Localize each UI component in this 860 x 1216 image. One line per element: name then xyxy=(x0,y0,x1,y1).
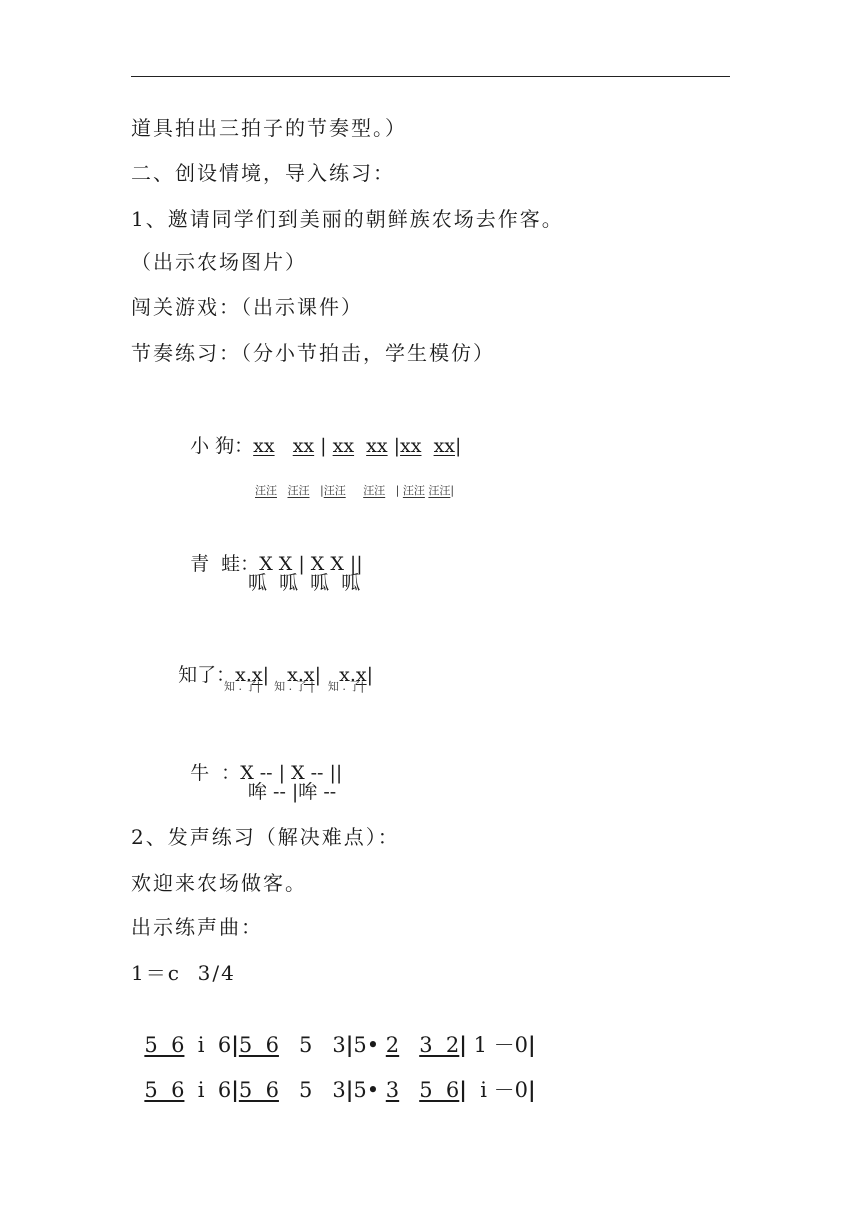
rhythm-cicada: 知了：x.x| x.x| x.x| xyxy=(178,664,373,686)
paragraph-welcome: 欢迎来农场做客。 xyxy=(131,871,307,895)
score-line-2: 5 6 i 6|5 6 5 3|5• 3 5 6| i －0| xyxy=(144,1077,536,1102)
dog-lyric: 汪汪 xyxy=(323,484,346,497)
score-note: 5 3 xyxy=(278,1078,346,1102)
score-note: i 6 xyxy=(184,1078,232,1102)
cicada-lyric: 知 . 了| 知 . 了 | 知 . 了| xyxy=(224,680,365,693)
dog-label: 小 狗： xyxy=(190,435,254,457)
paragraph-1: 道具拍出三拍子的节奏型。） xyxy=(131,116,407,140)
frog-label: 青 蛙： xyxy=(190,553,260,575)
dog-note: xx xyxy=(400,435,422,457)
paragraph-game: 闯关游戏：（出示课件） xyxy=(131,295,363,319)
score-line-1: 5 6 i 6|5 6 5 3|5• 2 3 2| 1 －0| xyxy=(144,1032,536,1057)
score-note: 2 xyxy=(385,1033,400,1057)
score-note: 3 xyxy=(385,1078,400,1102)
score-note: 5 6 xyxy=(238,1033,279,1057)
dog-note: xx xyxy=(253,435,275,457)
header-rule xyxy=(131,76,730,77)
score-note: 1 －0 xyxy=(466,1033,528,1057)
rhythm-dog: 小 狗：xx xx | xx xx |xx xx| xyxy=(190,435,462,457)
section-heading-2: 二、创设情境，导入练习： xyxy=(131,161,395,185)
score-note: i －0 xyxy=(466,1078,529,1102)
dog-note: xx xyxy=(292,435,315,457)
frog-notes: X X | X X || xyxy=(259,553,363,575)
dog-lyric: 汪汪 xyxy=(363,484,386,497)
score-note: 5 3 xyxy=(278,1033,346,1057)
cow-label: 牛 ： xyxy=(190,762,241,784)
paragraph-rhythm-practice: 节奏练习：（分小节拍击，学生模仿） xyxy=(131,341,495,365)
paragraph-show-exercise: 出示练声曲： xyxy=(131,915,263,939)
cicada-label: 知了： xyxy=(178,664,236,686)
cow-lyric: 哞 -- |哞 -- xyxy=(248,781,337,803)
score-note: 5 6 xyxy=(419,1078,460,1102)
dog-lyric: 汪汪 xyxy=(428,484,451,497)
dog-note: xx xyxy=(366,435,388,457)
score-note: 5 6 xyxy=(144,1078,185,1102)
dog-lyrics: 汪汪 汪汪 |汪汪 汪汪 | 汪汪 汪汪| xyxy=(255,484,455,497)
dog-lyric: 汪汪 xyxy=(402,484,425,497)
frog-lyric: 呱 呱 呱 呱 xyxy=(248,572,361,594)
key-signature: 1＝c 3/4 xyxy=(131,961,236,985)
cow-notes: X -- | X -- || xyxy=(240,762,343,784)
score-note: 5 6 xyxy=(144,1033,185,1057)
score-note: 5• xyxy=(353,1078,380,1102)
score-note: 5• xyxy=(353,1033,380,1057)
dog-lyric: 汪汪 xyxy=(255,484,277,497)
paragraph-invite: 1、邀请同学们到美丽的朝鲜族农场去作客。 xyxy=(131,207,564,231)
score-note: 5 6 xyxy=(238,1078,279,1102)
paragraph-show-picture: （出示农场图片） xyxy=(131,250,307,274)
dog-lyric: 汪汪 xyxy=(287,484,310,497)
score-note: i 6 xyxy=(184,1033,232,1057)
section-vocal-practice: 2、发声练习（解决难点）： xyxy=(131,825,400,849)
dog-note: xx xyxy=(433,435,456,457)
score-note: 3 2 xyxy=(419,1033,460,1057)
dog-note: xx xyxy=(332,435,355,457)
